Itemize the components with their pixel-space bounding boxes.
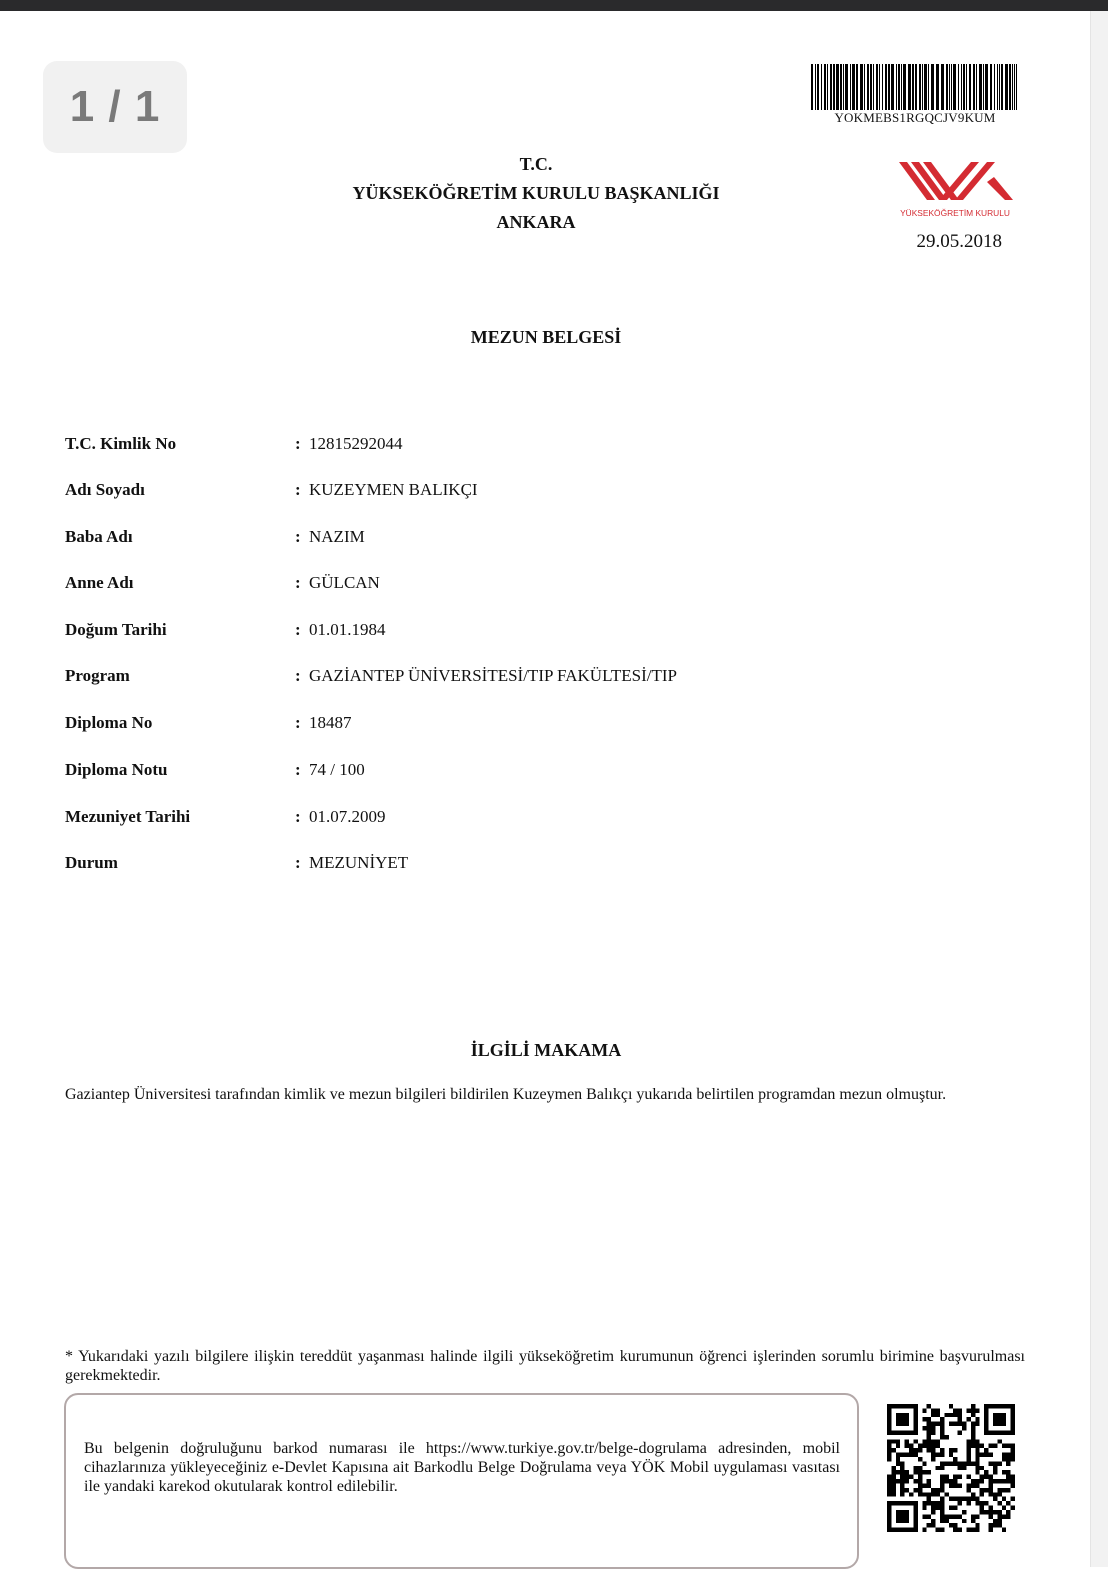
section-title: İLGİLİ MAKAMA [470, 1040, 622, 1060]
yok-logo [895, 156, 1015, 222]
field-value: NAZIM [309, 527, 365, 546]
field-value: 12815292044 [309, 434, 403, 453]
page-indicator: 1 / 1 [43, 61, 187, 153]
viewer-top-bar [0, 0, 1108, 11]
field-label: Adı Soyadı [65, 480, 145, 499]
field-label: Anne Adı [65, 573, 134, 592]
field-label: Diploma No [65, 713, 153, 732]
field-value: KUZEYMEN BALIKÇI [309, 480, 478, 499]
footnote: * Yukarıdaki yazılı bilgilere ilişkin tereddüt yaşanması halinde ilgili yükseköğretim kurumunun öğrenci işlerinden sorumlu birimine başvurulması gerekmektedir. [65, 1348, 1025, 1384]
yok-logo-caption: YÜKSEKÖĞRETİM KURULU [900, 208, 1010, 218]
header-line-1: T.C. [519, 154, 553, 174]
verification-box [64, 1393, 859, 1569]
body-paragraph: Gaziantep Üniversitesi tarafından kimlik ve mezun bilgileri bildirilen Kuzeymen Balıkçı yukarıda belirtilen programdan mezun olmuştur. [65, 1086, 947, 1103]
field-label: Baba Adı [65, 527, 133, 546]
document-title: MEZUN BELGESİ [470, 327, 622, 347]
field-value: GAZİANTEP ÜNİVERSİTESİ/TIP FAKÜLTESİ/TIP [309, 666, 678, 685]
field-value: 74 / 100 [309, 760, 365, 779]
field-label: Program [65, 666, 130, 685]
field-value: 01.07.2009 [309, 807, 386, 826]
field-value: GÜLCAN [309, 573, 380, 592]
field-label: T.C. Kimlik No [65, 434, 177, 453]
field-label: Durum [65, 853, 118, 872]
barcode-number: YOKMEBS1RGQCJV9KUM [834, 110, 996, 125]
field-label: Doğum Tarihi [65, 620, 167, 639]
field-value: 18487 [309, 713, 352, 732]
qr-code-image [887, 1404, 1015, 1532]
field-value: MEZUNİYET [309, 853, 409, 872]
header-line-2: YÜKSEKÖĞRETİM KURULU BAŞKANLIĞI [352, 183, 720, 203]
field-label: Mezuniyet Tarihi [65, 807, 191, 826]
barcode-image [811, 64, 1019, 110]
field-value: 01.01.1984 [309, 620, 386, 639]
field-label: Diploma Notu [65, 760, 168, 779]
verification-text: Bu belgenin doğruluğunu barkod numarası ile https://www.turkiye.gov.tr/belge-dogrulama adresinden, mobil cihazlarınıza yükleyeceğiniz e-Devlet Kapısına ait Barkodlu Belge Doğrulama veya YÖK Mobil uygulaması vasıtası ile yandaki karekod okutularak kontrol edilebilir. [84, 1440, 840, 1495]
document-date: 29.05.2018 [916, 231, 1002, 252]
viewer-scrollbar-track[interactable] [1090, 11, 1108, 1567]
header-line-3: ANKARA [496, 212, 576, 232]
